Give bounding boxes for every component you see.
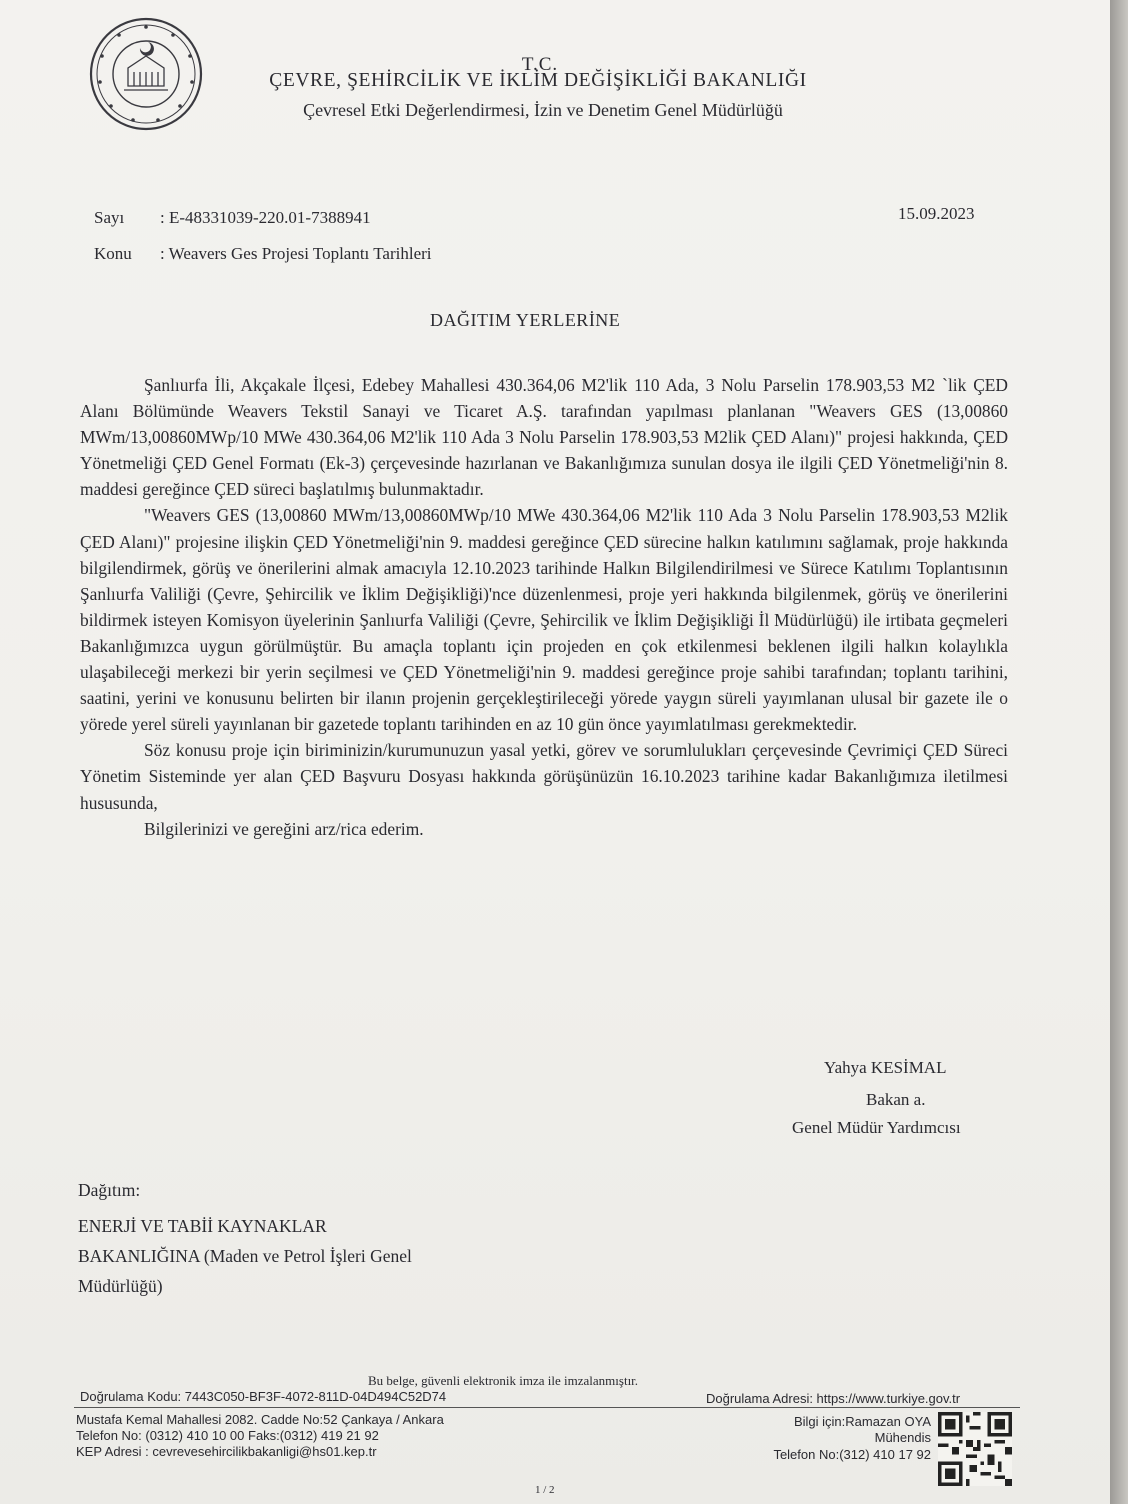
footer-divider: [74, 1407, 1020, 1408]
signatory-name: Yahya KESİMAL: [824, 1058, 947, 1077]
sayi-value: : E-48331039-220.01-7388941: [160, 208, 371, 227]
header-tc: T.C.: [521, 54, 559, 75]
ministry-seal-logo: [88, 16, 204, 132]
paragraph-1: Şanlıurfa İli, Akçakale İlçesi, Edebey Mahallesi 430.364,06 M2'lik 110 Ada, 3 Nolu Parselin 178.903,53 M2 `lik ÇED Alanı Bölümünde Weavers Tekstil Sanayi ve Ticaret A.Ş. tarafından yapılması planlanan "Weavers GES (13,00860 MWm/13,00860MWp/10 MWe 430.364,06 M2'lik 110 Ada 3 Nolu Parselin 178.903,53 M2lik ÇED Alanı)" projesi hakkında, ÇED Yönetmeliği ÇED Genel Formatı (Ek-3) çerçevesinde hazırlanan ve Bakanlığımıza sunulan dosya ile ilgili ÇED Yönetmeliği'nin 8. maddesi gereğince ÇED süreci başlatılmış bulunmaktadır.: [80, 375, 1008, 500]
paragraph-4: Bilgilerinizi ve gereğini arz/rica ederim.: [144, 818, 424, 839]
addressee: DAĞITIM YERLERİNE: [430, 310, 621, 330]
distribution-line-1: ENERJİ VE TABİİ KAYNAKLAR: [78, 1216, 327, 1236]
qr-code-icon: [938, 1412, 1012, 1486]
konu-row: [94, 244, 432, 264]
info-phone: Telefon No:(312) 410 17 92: [773, 1447, 931, 1462]
page-edge: [1110, 0, 1128, 1504]
footer-address: Mustafa Kemal Mahallesi 2082. Cadde No:52 Çankaya / Ankara: [76, 1412, 444, 1427]
sayi-label: Sayı: [94, 208, 125, 227]
verify-code: Doğrulama Kodu: 7443C050-BF3F-4072-811D-04D494C52D74: [80, 1389, 447, 1404]
footer-kep[interactable]: KEP Adresi : cevrevesehircilikbakanligi@hs01.kep.tr: [76, 1444, 377, 1459]
letter-body: [80, 372, 1008, 842]
header-ministry: ÇEVRE, ŞEHİRCİLİK VE İKLİM DEĞİŞİKLİĞİ BAKANLIĞI: [269, 70, 807, 91]
konu-label: Konu: [94, 244, 132, 263]
sayi-row: [94, 208, 371, 228]
esign-note: Bu belge, güvenli elektronik imza ile imzalanmıştır.: [368, 1373, 639, 1388]
paragraph-3: Söz konusu proje için biriminizin/kurumunuzun yasal yetki, görev ve sorumlulukları çerçevesinde Çevrimiçi ÇED Süreci Yönetim Sisteminde yer alan ÇED Başvuru Dosyası hakkında görüşünüzün 16.10.2023 tarihine kadar Bakanlığımıza iletilmesi hususunda,: [80, 740, 1008, 813]
verify-address[interactable]: Doğrulama Adresi: https://www.turkiye.gov.tr: [706, 1391, 961, 1406]
distribution-label: Dağıtım:: [78, 1180, 141, 1200]
header-directorate: Çevresel Etki Değerlendirmesi, İzin ve Denetim Genel Müdürlüğü: [303, 100, 783, 120]
paragraph-2: "Weavers GES (13,00860 MWm/13,00860MWp/10 MWe 430.364,06 M2'lik 110 Ada 3 Nolu Parselin 178.903,53 M2lik ÇED Alanı)" projesine ilişkin ÇED Yönetmeliği'nin 9. maddesi gereğince ÇED sürecine halkın katılımını sağlamak, proje hakkında bilgilendirmek, görüş ve önerilerini almak amacıyla 12.10.2023 tarihinde Halkın Bilgilendirilmesi ve Sürece Katılımı Toplantısının Şanlıurfa Valiliği (Çevre, Şehircilik ve İklim Değişikliği)'nce düzenlenmesi, proje yeri hakkında bilgilenmek, görüş ve önerilerini bildirmek isteyen Komisyon üyelerinin Şanlıurfa Valiliği (Çevre, Şehircilik ve İklim Değişikliği İl Müdürlüğü) ile irtibata geçmeleri Bakanlığımızca uygun görülmüştür. Bu amaçla toplantı için projeden en çok etkilenmesi beklenen ilgili halkın kolaylıkla ulaşabileceği merkezi bir yerin seçilmesi ve ÇED Yönetmeliği'nin 9. maddesi gereğince proje sahibi tarafından; toplantı tarihini, saatini, yerini ve konusunu belirten bir ilanın projenin gerçekleştirileceği yörede yaygın süreli yayımlanan ulusal bir gazete ile o yörede yerel süreli yayınlanan bir gazetede toplantı tarihinden en az 10 gün önce yayımlatılması gerekmektedir.: [80, 505, 1008, 735]
distribution-line-2: BAKANLIĞINA (Maden ve Petrol İşleri Genel: [78, 1246, 412, 1266]
signatory-title: Genel Müdür Yardımcısı: [792, 1118, 961, 1137]
distribution-line-3: Müdürlüğü): [78, 1276, 163, 1296]
footer-phone-fax: Telefon No: (0312) 410 10 00 Faks:(0312) 419 21 92: [76, 1428, 379, 1443]
info-contact: Bilgi için:Ramazan OYA: [793, 1414, 931, 1429]
signatory-on-behalf: Bakan a.: [866, 1090, 926, 1109]
document-date: 15.09.2023: [898, 204, 975, 223]
konu-value: : Weavers Ges Projesi Toplantı Tarihleri: [160, 244, 432, 263]
info-title: Mühendis: [874, 1430, 931, 1445]
page-number: 1 / 2: [535, 1484, 555, 1496]
